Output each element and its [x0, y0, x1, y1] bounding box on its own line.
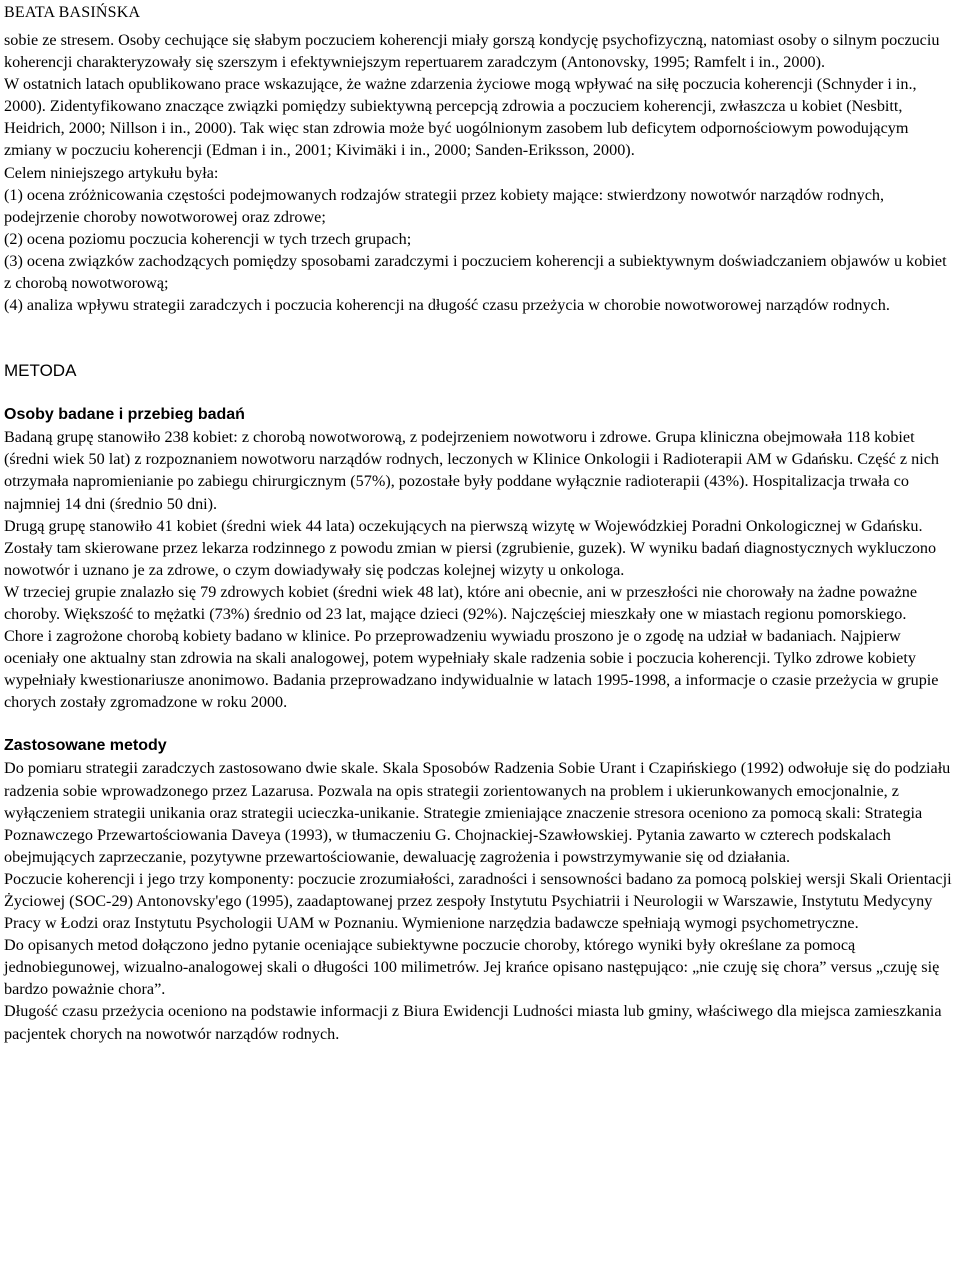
body-paragraph: Do pomiaru strategii zaradczych zastosowano dwie skale. Skala Sposobów Radzenia Sobie Urant i Czapińskiego (1992) odwołuje się do podziału radzenia sobie wprowadzonego przez Lazarusa. Pozwala na opis strategii zorientowanych na problem i ukierunkowanych emocjonalnie, z wyłączeniem strategii unikania oraz strategii ucieczka-unikanie. Strategie zmieniające znaczenie stresora oceniono za pomocą skali: Strategia Poznawczego Przewartościowania Daveya (1993), w tłumaczeniu G. Chojnackiej-Szawłowskiej. Pytania zawarto w czterech podskalach obejmujących zaprzeczanie, pozytywne przewartościowanie, dewaluację zagrożenia i powstrzymywanie się od działania. [4, 759, 951, 866]
section-title: METODA [4, 361, 77, 381]
aim-item: (2) ocena poziomu poczucia koherencji w tych trzech grupach; [4, 229, 412, 248]
subsection-title: Zastosowane metody [4, 737, 167, 755]
body-paragraph: W trzeciej grupie znalazło się 79 zdrowych kobiet (średni wiek 48 lat), które ani obecnie, ani w przeszłości nie chorowały na żadne poważne choroby. Większość to mężatki (73%) średnio od 23 lat, mające dzieci (92%). Najczęściej mieszkały one w miastach regionu pomorskiego. [4, 582, 918, 623]
document-page [4, 2, 956, 1045]
aim-item: (1) ocena zróżnicowania częstości podejmowanych rodzajów strategii przez kobiety mające: stwierdzony nowotwór narządów rodnych, podejrzenie choroby nowotworowej oraz zdrowe; [4, 185, 885, 226]
subsection-title: Osoby badane i przebieg badań [4, 406, 245, 424]
intro-paragraph: sobie ze stresem. Osoby cechujące się słabym poczuciem koherencji miały gorszą kondycję psychofizyczną, natomiast osoby o silnym poczuciu koherencji charakteryzowały się szerszym i efektywniejszym repertuarem zaradczym (Antonovsky, 1995; Ramfelt i in., 2000). [4, 31, 940, 72]
aims-lead: Celem niniejszego artykułu była: [4, 163, 219, 182]
body-paragraph: Do opisanych metod dołączono jedno pytanie oceniające subiektywne poczucie choroby, którego wyniki były określane za pomocą jednobiegunowej, wizualno-analogowej skali o długości 100 milimetrów. Jej krańce opisano następująco: „nie czuję się chora” versus „czuję się bardzo poważnie chora”. [4, 936, 940, 999]
body-paragraph: Badaną grupę stanowiło 238 kobiet: z chorobą nowotworową, z podejrzeniem nowotworu i zdrowe. Grupa kliniczna obejmowała 118 kobiet (średni wiek 50 lat) z rozpoznaniem nowotworu narządów rodnych, leczonych w Klinice Onkologii i Radioterapii AM w Gdańsku. Część z nich otrzymała napromienianie po zabiegu chirurgicznym (57%), pozostałe były poddane wyłącznie radioterapii (43%). Hospitalizacja trwała co najmniej 14 dni (średnio 50 dni). [4, 428, 940, 513]
intro-paragraph: W ostatnich latach opublikowano prace wskazujące, że ważne zdarzenia życiowe mogą wpływać na siłę poczucia koherencji (Schnyder i in., 2000). Zidentyfikowano znaczące związki pomiędzy subiektywną percepcją zdrowia a poczuciem koherencji, zwłaszcza u kobiet (Nesbitt, Heidrich, 2000; Nillson i in., 2000). Tak więc stan zdrowia może być uogólnionym zasobem lub deficytem odpornościowym powodującym zmiany w poczuciu koherencji (Edman i in., 2001; Kivimäki i in., 2000; Sanden-Eriksson, 2000). [4, 75, 917, 160]
body-paragraph: Poczucie koherencji i jego trzy komponenty: poczucie zrozumiałości, zaradności i sensowności badano za pomocą polskiej wersji Skali Orientacji Życiowej (SOC-29) Antonovsky'ego (1995), zaadaptowanej przez zespoły Instytutu Psychiatrii i Neurologii w Warszawie, Instytutu Medycyny Pracy w Łodzi oraz Instytutu Psychologii UAM w Poznaniu. Wymienione narzędzia badawcze spełniają wymogi psychometryczne. [4, 869, 952, 933]
body-paragraph: Drugą grupę stanowiło 41 kobiet (średni wiek 44 lata) oczekujących na pierwszą wizytę w Wojewódzkiej Poradni Onkologicznej w Gdańsku. Zostały tam skierowane przez lekarza rodzinnego z powodu zmian w piersi (zgrubienie, guzek). W wyniku badań diagnostycznych wykluczono nowotwór i uznano je za zdrowe, o czym dowiadywały się podczas kolejnej wizyty u onkologa. [4, 516, 937, 579]
methods-section [4, 735, 956, 1044]
participants-section [4, 404, 956, 713]
running-head: BEATA BASIŃSKA [4, 4, 141, 21]
aim-item: (3) ocena związków zachodzących pomiędzy sposobami zaradczymi i poczuciem koherencji a subiektywnym doświadczaniem objawów u kobiet z chorobą nowotworową; [4, 251, 947, 293]
intro-section [4, 29, 956, 316]
body-paragraph: Chore i zagrożone chorobą kobiety badano w klinice. Po przeprowadzeniu wywiadu proszono je o zgodę na udział w badaniach. Najpierw oceniały one aktualny stan zdrowia na skali analogowej, potem wypełniały skale radzenia sobie i poczucia koherencji. Tylko zdrowe kobiety wypełniały kwestionariusze anonimowo. Badania przeprowadzano indywidualnie w latach 1995-1998, a informacje o czasie przeżycia w grupie chorych zostały zgromadzone w roku 2000. [4, 627, 939, 712]
body-paragraph: Długość czasu przeżycia oceniono na podstawie informacji z Biura Ewidencji Ludności miasta lub gminy, właściwego dla miejsca zamieszkania pacjentek chorych na nowotwór narządów rodnych. [4, 1002, 942, 1043]
aim-item: (4) analiza wpływu strategii zaradczych i poczucia koherencji na długość czasu przeżycia w chorobie nowotworowej narządów rodnych. [4, 296, 890, 315]
